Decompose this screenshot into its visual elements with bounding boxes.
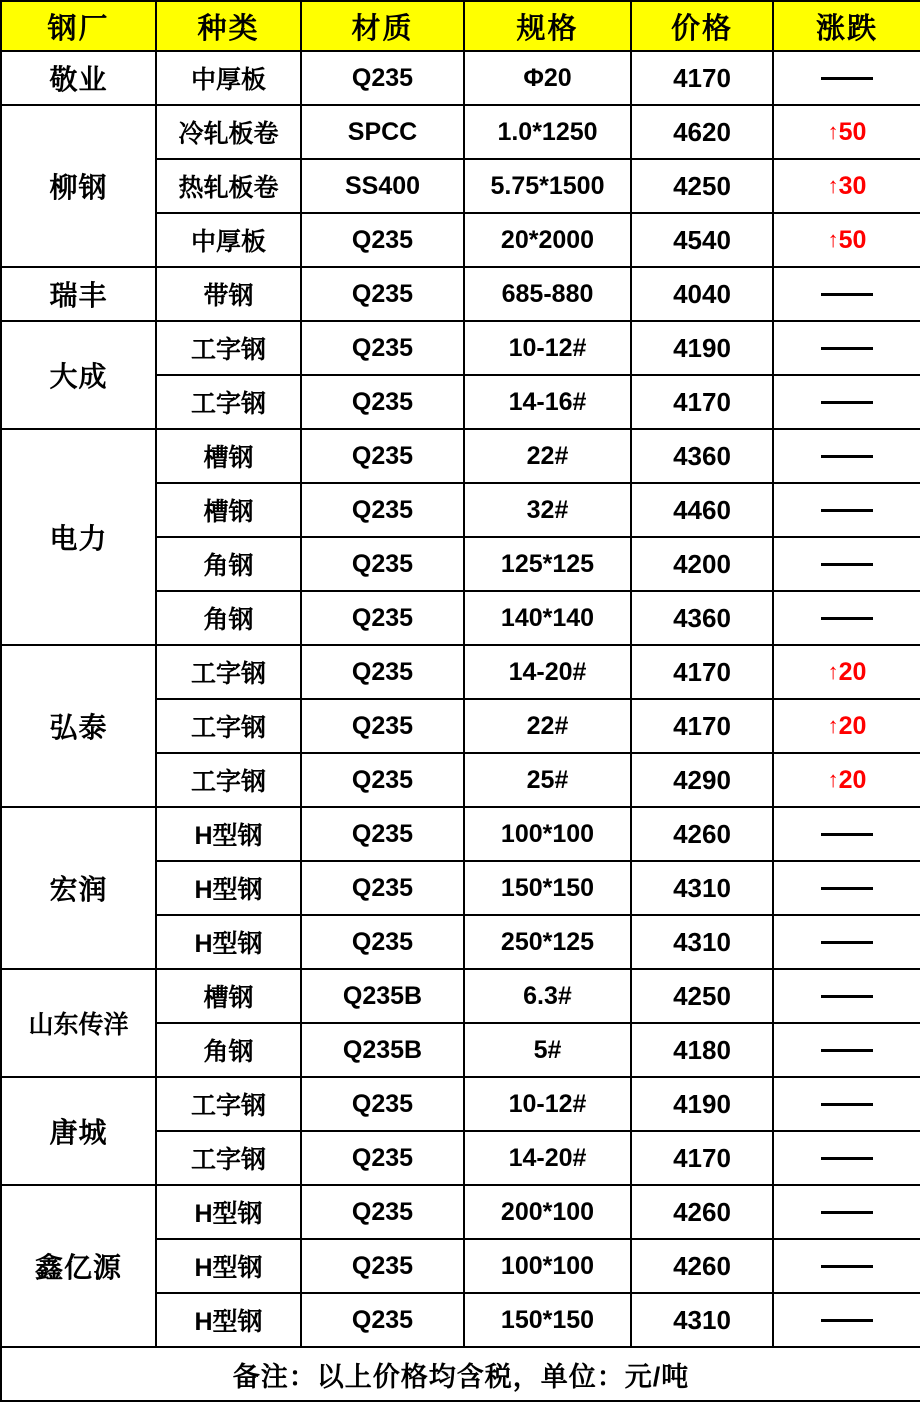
cell-material: Q235 xyxy=(301,429,464,483)
column-header-spec: 规格 xyxy=(464,1,631,51)
cell-price: 4250 xyxy=(631,159,773,213)
cell-price: 4170 xyxy=(631,645,773,699)
change-up-value xyxy=(828,118,867,146)
arrow-up-icon: ↑ xyxy=(827,712,839,738)
cell-price: 4260 xyxy=(631,807,773,861)
change-up-value xyxy=(828,712,867,740)
cell-spec: 150*150 xyxy=(464,861,631,915)
cell-material: SPCC xyxy=(301,105,464,159)
cell-change xyxy=(773,159,920,213)
change-up-value xyxy=(828,226,867,254)
header-row xyxy=(1,1,920,51)
cell-change xyxy=(773,105,920,159)
cell-material: Q235 xyxy=(301,51,464,105)
cell-spec: 32# xyxy=(464,483,631,537)
cell-kind: 角钢 xyxy=(156,1023,301,1077)
cell-change xyxy=(773,753,920,807)
table-row xyxy=(1,267,920,321)
cell-material: Q235 xyxy=(301,1293,464,1347)
table-row xyxy=(1,1077,920,1131)
column-header-price: 价格 xyxy=(631,1,773,51)
cell-material: Q235 xyxy=(301,267,464,321)
change-flat-icon xyxy=(821,401,873,404)
column-header-mill: 钢厂 xyxy=(1,1,156,51)
cell-mill: 敬业 xyxy=(1,51,156,105)
cell-material: Q235 xyxy=(301,537,464,591)
table-row xyxy=(1,321,920,375)
change-amount: 50 xyxy=(838,225,867,254)
arrow-up-icon: ↑ xyxy=(827,172,839,198)
cell-price: 4200 xyxy=(631,537,773,591)
cell-spec: 250*125 xyxy=(464,915,631,969)
cell-spec: 10-12# xyxy=(464,321,631,375)
cell-price: 4360 xyxy=(631,429,773,483)
cell-spec: 22# xyxy=(464,699,631,753)
cell-price: 4190 xyxy=(631,1077,773,1131)
table-body xyxy=(1,51,920,1347)
cell-spec: 125*125 xyxy=(464,537,631,591)
change-up-value xyxy=(828,172,867,200)
change-flat-icon xyxy=(821,1157,873,1160)
cell-spec: 22# xyxy=(464,429,631,483)
change-flat-icon xyxy=(821,833,873,836)
table-header xyxy=(1,1,920,51)
cell-price: 4260 xyxy=(631,1239,773,1293)
cell-spec: 1.0*1250 xyxy=(464,105,631,159)
cell-kind: 热轧板卷 xyxy=(156,159,301,213)
cell-change xyxy=(773,51,920,105)
change-flat-icon xyxy=(821,509,873,512)
change-flat-icon xyxy=(821,995,873,998)
table-row xyxy=(1,645,920,699)
table-row xyxy=(1,51,920,105)
cell-price: 4540 xyxy=(631,213,773,267)
change-flat-icon xyxy=(821,347,873,350)
cell-price: 4170 xyxy=(631,699,773,753)
cell-spec: 10-12# xyxy=(464,1077,631,1131)
change-flat-icon xyxy=(821,1049,873,1052)
cell-kind: H型钢 xyxy=(156,1293,301,1347)
change-up-value xyxy=(828,658,867,686)
change-flat-icon xyxy=(821,617,873,620)
cell-change xyxy=(773,429,920,483)
cell-material: Q235 xyxy=(301,645,464,699)
cell-material: Q235 xyxy=(301,1077,464,1131)
table-note: 备注：以上价格均含税，单位：元/吨 xyxy=(1,1347,920,1401)
change-flat-icon xyxy=(821,1319,873,1322)
cell-mill: 鑫亿源 xyxy=(1,1185,156,1347)
cell-change xyxy=(773,861,920,915)
cell-change xyxy=(773,1239,920,1293)
cell-price: 4180 xyxy=(631,1023,773,1077)
arrow-up-icon: ↑ xyxy=(827,118,839,144)
cell-spec: 5.75*1500 xyxy=(464,159,631,213)
change-flat-icon xyxy=(821,455,873,458)
cell-material: Q235 xyxy=(301,213,464,267)
change-flat-icon xyxy=(821,563,873,566)
cell-kind: 工字钢 xyxy=(156,699,301,753)
cell-mill: 弘泰 xyxy=(1,645,156,807)
cell-material: Q235 xyxy=(301,753,464,807)
cell-price: 4040 xyxy=(631,267,773,321)
cell-price: 4170 xyxy=(631,375,773,429)
cell-kind: H型钢 xyxy=(156,1185,301,1239)
cell-change xyxy=(773,1131,920,1185)
table-row xyxy=(1,807,920,861)
change-flat-icon xyxy=(821,1265,873,1268)
cell-kind: 带钢 xyxy=(156,267,301,321)
table-footer xyxy=(1,1347,920,1401)
cell-material: Q235 xyxy=(301,807,464,861)
arrow-up-icon: ↑ xyxy=(827,226,839,252)
cell-price: 4170 xyxy=(631,51,773,105)
cell-spec: 14-16# xyxy=(464,375,631,429)
cell-change xyxy=(773,1185,920,1239)
cell-change xyxy=(773,1077,920,1131)
change-flat-icon xyxy=(821,941,873,944)
cell-kind: 工字钢 xyxy=(156,375,301,429)
cell-mill: 大成 xyxy=(1,321,156,429)
cell-spec: 5# xyxy=(464,1023,631,1077)
cell-change xyxy=(773,321,920,375)
arrow-up-icon: ↑ xyxy=(827,766,839,792)
cell-kind: 角钢 xyxy=(156,537,301,591)
cell-price: 4170 xyxy=(631,1131,773,1185)
cell-price: 4460 xyxy=(631,483,773,537)
table-row xyxy=(1,429,920,483)
cell-spec: 200*100 xyxy=(464,1185,631,1239)
change-flat-icon xyxy=(821,1103,873,1106)
arrow-up-icon: ↑ xyxy=(827,658,839,684)
cell-price: 4290 xyxy=(631,753,773,807)
cell-kind: H型钢 xyxy=(156,807,301,861)
cell-spec: 100*100 xyxy=(464,1239,631,1293)
table-row xyxy=(1,1185,920,1239)
cell-price: 4190 xyxy=(631,321,773,375)
cell-kind: H型钢 xyxy=(156,915,301,969)
cell-material: Q235 xyxy=(301,861,464,915)
cell-mill: 瑞丰 xyxy=(1,267,156,321)
cell-material: Q235 xyxy=(301,483,464,537)
change-flat-icon xyxy=(821,293,873,296)
cell-material: Q235 xyxy=(301,915,464,969)
cell-mill: 宏润 xyxy=(1,807,156,969)
cell-price: 4310 xyxy=(631,915,773,969)
cell-change xyxy=(773,375,920,429)
cell-kind: 中厚板 xyxy=(156,213,301,267)
cell-spec: 685-880 xyxy=(464,267,631,321)
column-header-change: 涨跌 xyxy=(773,1,920,51)
cell-material: Q235B xyxy=(301,1023,464,1077)
table-row xyxy=(1,105,920,159)
cell-kind: H型钢 xyxy=(156,1239,301,1293)
cell-kind: 工字钢 xyxy=(156,1077,301,1131)
cell-price: 4310 xyxy=(631,1293,773,1347)
cell-material: Q235 xyxy=(301,591,464,645)
cell-kind: 冷轧板卷 xyxy=(156,105,301,159)
note-row xyxy=(1,1347,920,1401)
cell-change xyxy=(773,699,920,753)
cell-kind: 工字钢 xyxy=(156,753,301,807)
cell-kind: H型钢 xyxy=(156,861,301,915)
cell-mill: 唐城 xyxy=(1,1077,156,1185)
cell-change xyxy=(773,915,920,969)
cell-material: Q235 xyxy=(301,1185,464,1239)
column-header-material: 材质 xyxy=(301,1,464,51)
cell-change xyxy=(773,1293,920,1347)
cell-material: Q235 xyxy=(301,1239,464,1293)
cell-change xyxy=(773,645,920,699)
cell-mill: 山东传洋 xyxy=(1,969,156,1077)
change-amount: 20 xyxy=(838,711,867,740)
cell-change xyxy=(773,483,920,537)
cell-kind: 工字钢 xyxy=(156,321,301,375)
cell-price: 4260 xyxy=(631,1185,773,1239)
cell-kind: 中厚板 xyxy=(156,51,301,105)
cell-price: 4360 xyxy=(631,591,773,645)
change-flat-icon xyxy=(821,77,873,80)
cell-kind: 角钢 xyxy=(156,591,301,645)
cell-kind: 工字钢 xyxy=(156,645,301,699)
cell-kind: 槽钢 xyxy=(156,969,301,1023)
cell-material: Q235B xyxy=(301,969,464,1023)
cell-spec: 20*2000 xyxy=(464,213,631,267)
change-flat-icon xyxy=(821,887,873,890)
change-amount: 20 xyxy=(838,657,867,686)
change-flat-icon xyxy=(821,1211,873,1214)
cell-spec: 140*140 xyxy=(464,591,631,645)
cell-change xyxy=(773,1023,920,1077)
cell-change xyxy=(773,267,920,321)
cell-change xyxy=(773,537,920,591)
cell-material: Q235 xyxy=(301,1131,464,1185)
cell-mill: 柳钢 xyxy=(1,105,156,267)
cell-spec: 100*100 xyxy=(464,807,631,861)
cell-kind: 槽钢 xyxy=(156,429,301,483)
cell-spec: 25# xyxy=(464,753,631,807)
cell-spec: 14-20# xyxy=(464,645,631,699)
cell-spec: 150*150 xyxy=(464,1293,631,1347)
cell-material: Q235 xyxy=(301,321,464,375)
change-amount: 20 xyxy=(838,765,867,794)
cell-spec: 14-20# xyxy=(464,1131,631,1185)
cell-change xyxy=(773,591,920,645)
change-up-value xyxy=(828,766,867,794)
cell-spec: Φ20 xyxy=(464,51,631,105)
cell-change xyxy=(773,807,920,861)
cell-spec: 6.3# xyxy=(464,969,631,1023)
cell-price: 4310 xyxy=(631,861,773,915)
table-row xyxy=(1,969,920,1023)
change-amount: 50 xyxy=(838,117,867,146)
cell-change xyxy=(773,969,920,1023)
change-amount: 30 xyxy=(838,171,867,200)
cell-mill: 电力 xyxy=(1,429,156,645)
cell-material: Q235 xyxy=(301,699,464,753)
cell-kind: 槽钢 xyxy=(156,483,301,537)
column-header-kind: 种类 xyxy=(156,1,301,51)
cell-price: 4620 xyxy=(631,105,773,159)
cell-price: 4250 xyxy=(631,969,773,1023)
cell-material: SS400 xyxy=(301,159,464,213)
cell-kind: 工字钢 xyxy=(156,1131,301,1185)
cell-material: Q235 xyxy=(301,375,464,429)
cell-change xyxy=(773,213,920,267)
